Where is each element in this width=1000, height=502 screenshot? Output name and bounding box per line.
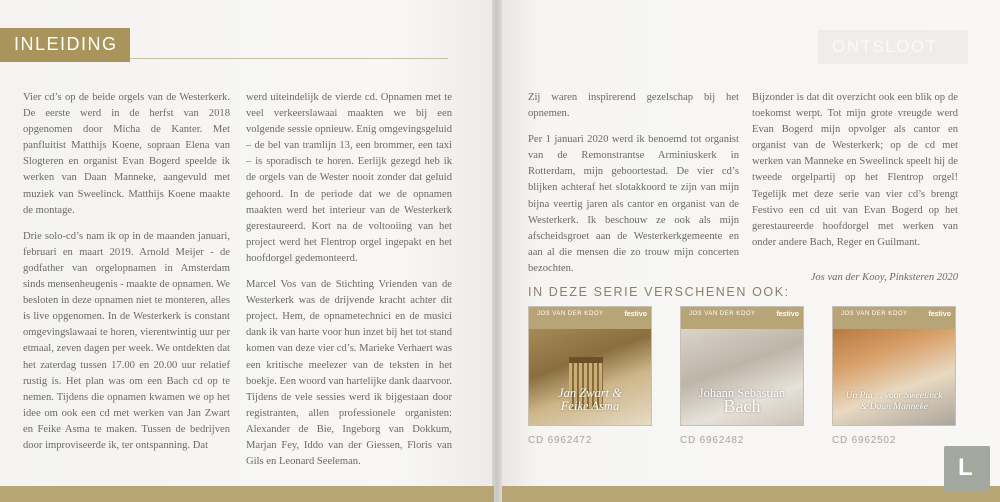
text-column-2 <box>246 90 452 480</box>
header-rule <box>130 58 448 59</box>
cd-title-line: Johann Sebastian <box>698 386 786 400</box>
paragraph: Drie solo-cd’s nam ik op in de maanden januari, februari en maart 2019. Arnold Meijer - de godfather van orgelopnamen in Amsterdam sinds mensenheugenis - maakte de opnamen. We besloten in deze opnamen niet te monteren, alles is live opgenomen. In de Westerkerk is constant omgevingslawaai te horen, vierentwintig uur per etmaal, zeven dagen per week. We ontdekten dat het zaterdag tussen 17.00 en 20.00 uur relatief rustig is. Het plan was om een Bach cd op te nemen. Tijdens die opnamen kwamen we op het idee om ook een cd met werken van Jan Zwart en Feike Asma te maken. Tussen de bedrijven door improviseerde ik, ter ontspanning. Dat <box>23 230 230 451</box>
section-title: INLEIDING <box>14 34 118 54</box>
cd-title-line: Feike Asma <box>560 399 620 413</box>
paragraph: Bijzonder is dat dit overzicht ook een blik op de toekomst werpt. Tot mijn grote vreugde werd Evan Bogerd mijn opvolger als cantor en organist van de Westerkerk; op de cd met werken van Manneke en Sweelinck speelt hij de tweede orgelpartij op het Flentrop orgel! Tegelijk met deze serie van vier cd’s brengt Festivo een cd uit van Evan Bogerd op het gerestaureerde hoofdorgel met werken van onder andere Bach, Reger en Guilmant. <box>752 92 958 248</box>
cd-cover-band <box>681 307 803 329</box>
watermark-glyph: L <box>958 454 973 481</box>
cd-title-line: Bach <box>723 396 761 416</box>
signature: Jos van der Kooy, Pinksteren 2020 <box>810 272 958 283</box>
cd-title <box>685 386 799 416</box>
paragraph: werd uiteindelijk de vierde cd. Opnamen met te veel verkeerslawaai maakten we bij een volgende sessie opnieuw. Enig omgevingsgeluid – de bel van tramlijn 13, een brommer, een taxi – is sporadisch te horen. Eerlijk gezegd heb ik de orgels van de Wester nooit zonder dat geluid gehoord. In de periode dat we de opnamen maakten werd het interieur van de Westerkerk gerestaureerd. Kort na de voltooiing van het project werd het Flentrop orgel ingepakt en het hoofdorgel gedemonteerd. <box>246 92 452 264</box>
bottom-band-right <box>502 486 1000 502</box>
festivo-logo: festivo <box>776 311 799 318</box>
festivo-logo: festivo <box>928 311 951 318</box>
cd-artist: JOS VAN DER KOOY <box>841 311 908 317</box>
text-column-4 <box>752 90 958 261</box>
text-column-1 <box>23 90 230 464</box>
cd-number: CD 6962472 <box>528 435 593 446</box>
cd-title <box>533 387 647 413</box>
series-title: IN DEZE SERIE VERSCHENEN OOK: <box>528 285 790 299</box>
cd-cover-zwart-asma <box>528 306 652 426</box>
cd-cover-sweelinck-manneke <box>832 306 956 426</box>
cd-title <box>837 391 951 413</box>
cd-artist: JOS VAN DER KOOY <box>537 311 604 317</box>
section-header <box>0 28 130 62</box>
paragraph: Marcel Vos van de Stichting Vrienden van de Westerkerk was de drijvende kracht achter dit project. Hem, de opnametechnici en de musici dank ik van harte voor hun inzet bij het tot stand komen van deze vier cd’s. Marieke Verhaert was een kritische meelezer van de teksten in het boekje. Een woord van hartelijke dank daarvoor. Tijdens de vele sessies werd ik bijgestaan door registranten, allen professionele organisten: Alexander de Bie, Ingeborg van Dokkum, Marjan Fey, Iddo van der Giessen, Floris van Gils en Leonard Seeleman. <box>246 279 452 468</box>
ghost-header <box>818 30 968 64</box>
ghost-title: ONTSLOOT <box>832 37 938 56</box>
festivo-logo: festivo <box>624 311 647 318</box>
cd-number: CD 6962502 <box>832 435 897 446</box>
paragraph: Vier cd’s op de beide orgels van de Westerkerk. De eerste werd in de herfst van 2018 opgenomen door Micha de Kanter. Met panfluitist Matthijs Koene, sopraan Elena van Slogteren en organist Evan Bogerd speelde ik werken van Daan Manneke, aangevuld met muziek van Sweelinck. Matthijs Koene maakte de montage. <box>23 92 230 216</box>
cd-title-line: Jan Zwart & <box>558 386 622 400</box>
cd-artist: JOS VAN DER KOOY <box>689 311 756 317</box>
cd-cover-band <box>833 307 955 329</box>
cd-title-line: & Daan Manneke <box>859 402 929 412</box>
cd-cover-band <box>529 307 651 329</box>
watermark-logo-icon <box>944 446 990 492</box>
cd-cover-bach <box>680 306 804 426</box>
text-column-3 <box>528 90 739 287</box>
book-spine <box>492 0 502 502</box>
cd-number: CD 6962482 <box>680 435 745 446</box>
paragraph: Zij waren inspirerend gezelschap bij het opnemen. <box>528 92 739 120</box>
bottom-band-left <box>0 486 494 502</box>
cd-title-line: Un Pia ... voor Sweelinck <box>845 391 943 401</box>
paragraph: Per 1 januari 2020 werd ik benoemd tot organist van de Remonstrantse Arminiuskerk in Rotterdam, mijn geboortestad. De vier cd’s blijken achteraf het slotakkoord te zijn van mijn bijna veertig jaren als cantor en organist van de Westerkerk. Ik beschouw ze ook als mijn afscheidsgroet aan de Westerkerkgemeente en aan al die mensen die zo trouw mijn concerten bezochten. <box>528 134 739 274</box>
